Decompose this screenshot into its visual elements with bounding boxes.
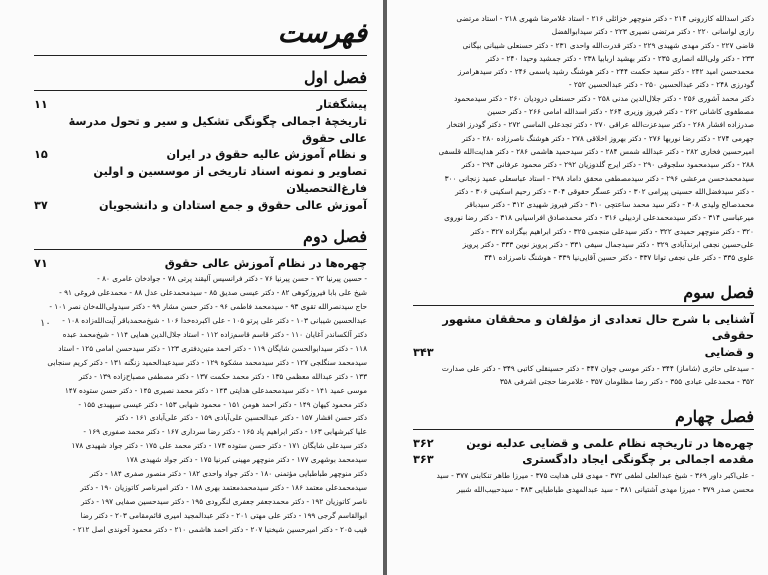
toc-entry: تصاویر و نمونه اسناد تاریخی از موسسین و اولین فارغ‌التحصیلان bbox=[93, 165, 367, 195]
chapter-4-names-list bbox=[413, 469, 754, 496]
name-list-line: میرعباسی ۳۱۴ - دکتر سید‌محمدعلی اردبیلی ۳۱۶ - دکتر محمدصادق افراسیابی ۳۱۸ - دکتر رضا نوروی bbox=[444, 213, 754, 223]
chapter-4-heading: فصل چهارم bbox=[675, 406, 754, 426]
chapter-3-names-list bbox=[413, 362, 754, 389]
chapter-2-names-continued bbox=[413, 12, 754, 265]
name-list-line: دکتر منوچهر طباطبایی مؤتمنی ۱۸۰ - دکتر جواد واحدی ۱۸۲ - دکتر منصور صفری ۱۸۴ - دکتر bbox=[89, 469, 367, 479]
name-list-line: ناصر کاتوزیان ۱۹۲ - دکتر محمدجعفر جعفری لنگرودی ۱۹۵ - دکتر سیدحسین صفایی ۱۹۷ - دکتر bbox=[81, 496, 367, 506]
name-list-line: مصطفوی کاشانی ۲۶۲ - دکتر فیروز وزیری ۲۶۴ - دکتر اسدالله امامی ۲۶۶ - دکتر حسین bbox=[487, 107, 754, 117]
name-list-line: محسن صدر ۳۷۹ - میرزا مهدی آشتیانی ۳۸۱ - سید عبدالمهدی طباطبایی ۳۸۳ - سیدحبیب‌الله شبیر bbox=[456, 484, 754, 494]
toc-entry: پیشگفتار ۱۱ bbox=[34, 98, 367, 111]
name-list-line: قیب ۲۰۵ - دکتر امیرحسین شیخنیا ۲۰۷ - دکتر احمد هاشمی ۲۱۰ - دکتر محمود آخوندی اصل ۲۱۲ - bbox=[72, 524, 367, 534]
toc-entry: آشنایی با شرح حال تعدادی از مؤلفان و محققان مشهور حقوقی bbox=[442, 312, 754, 343]
name-list-line: محمدحسن امید ۲۴۲ - دکتر سعید حکمت ۲۴۴ - دکتر هوشنگ رشید یاسمی ۲۴۶ - دکتر سیدهرامرز bbox=[457, 67, 754, 77]
margin-mark: ۱۰ bbox=[40, 318, 51, 329]
name-list-line: جهرمی ۲۷۴ - دکتر رضا نوربها ۲۷۶ - دکتر بهروز اخلاقی ۲۷۸ - دکتر هوشنگ ناصرزاده ۲۸۰ - دکتر bbox=[461, 133, 754, 143]
name-list-line: علی‌حسین نجفی ابرندآبادی ۳۲۹ - دکتر سیدجمال سیفی ۳۳۱ - دکتر پرویز نوین ۳۳۳ - دکتر پرویز bbox=[462, 240, 754, 250]
name-list-line: دکتر سیدعلی شایگان ۱۷۱ - دکتر حسن ستوده ۱۷۳ - دکتر محمد علی ۱۷۵ - دکتر جواد شهیدی ۱۷۸ bbox=[71, 441, 367, 451]
name-list-line: دکتر محمود کیهان ۱۴۹ - دکتر احمد هومن ۱۵۱ - محمود شهابی ۱۵۳ - دکتر عیسی سپهبدی ۱۵۵ - bbox=[78, 399, 367, 409]
toc-entry: و نظام آموزش عالیه حقوق در ایران ۱۵ bbox=[34, 148, 367, 162]
name-list-line: امیرحسین فخاری ۲۸۲ - دکتر عبدالله شمس ۲۸۴ - دکتر سیدحمید هاشمی ۲۸۶ - دکتر هدایت‌الله قلسفی bbox=[438, 146, 754, 156]
chapter-3-divider bbox=[413, 305, 754, 306]
name-list-line: سیدمحمدعلی معتمد ۱۸۶ - دکتر سیدمحمدمعتمد بهری ۱۸۸ - دکتر امیرناصر کاتوزیان ۱۹۰ - دکتر bbox=[80, 482, 367, 492]
toc-entry: تاریخچهٔ اجمالی چگونگی تشکیل و سیر و تحول مدرسهٔ عالی حقوق bbox=[68, 114, 367, 145]
title-divider bbox=[34, 55, 367, 56]
left-page bbox=[0, 0, 383, 575]
chapter-2-divider bbox=[34, 249, 367, 250]
name-list-line: سیدمحمد بوشهری ۱۷۷ - دکتر منوچهر مهینی کبرنیا ۱۷۵ - دکتر جواد شهیدی ۱۷۸ bbox=[126, 455, 367, 465]
name-list-line: ۲۸۸ - دکتر سیدمحمود سلجوقی ۲۹۰ - دکتر ایرج گلدوزیان ۲۹۲ - دکتر محمود عرفانی ۲۹۴ - دکتر bbox=[461, 160, 754, 170]
name-list-line: دکتر آلکساندر آغایان ۱۱۰ - دکتر قاسم قاسم‌زاده ۱۱۲ - استاد جلال‌الدین همایی ۱۱۴ - شیخ‌محمد عبده bbox=[62, 330, 367, 339]
name-list-line: - حسین پیرنیا ۷۲ - حسن پیرنیا ۷۶ - دکتر فرانسیس آلیقند پرتی ۷۸ - جوادخان عامری ۸۰ - bbox=[97, 274, 367, 284]
name-list-line: عبدالحسین شیبانی ۱۰۳ - دکتر علی پرتو ۱۰۵ - علی اکبرده‌خدا ۱۰۶ - شیخ‌محمدباقر آیت‌الله‌زاده ۱۰۸ - bbox=[62, 316, 367, 326]
chapter-4-divider bbox=[413, 429, 754, 430]
name-list-line: - علی‌اکبر داور ۳۶۹ - شیخ عبدالعلی لطفی ۳۷۲ - مهدی قلی هدایت ۳۷۵ - میرزا طاهر تنکابنی ۳۷۷ - سید bbox=[436, 471, 754, 481]
name-list-line: دکتر محمد آشوری ۲۵۶ - دکتر جلال‌الدین مدنی ۲۵۸ - دکتر حسنعلی درودیان ۲۶۰ - دکتر سیدمحمود bbox=[454, 93, 754, 103]
name-list-line: ۲۳۳ - دکتر ولی‌الله انصاری ۲۳۵ - دکتر بهشید اربابیا ۲۳۸ - دکتر جمشید وحیدا ۲۴۰ - دکتر bbox=[485, 53, 754, 63]
toc-entry: چهره‌ها در تاریخچه نظام علمی و قضایی عدلیه نوین ۳۶۲ bbox=[413, 436, 754, 450]
name-list-line: ابوالقاسم گرجی ۱۹۹ - دکتر علی مهتی ۲۰۱ - دکتر عبدالمجید امیری قائم‌مقامی ۲۰۳ - دکتر رضا bbox=[80, 510, 367, 520]
name-list-line: حاج سیدنصرالله تقوی ۹۳ - سیدمحمد فاطمی ۹۶ - دکتر حسن مشار ۹۹ - دکتر سیدولی‌الله‌خان نصر ۱۰۱ - bbox=[49, 302, 367, 312]
chapter-1-heading: فصل اول bbox=[303, 68, 367, 87]
name-list-line: ۳۲۰ - دکتر منوچهر حمیدی ۳۲۲ - دکتر سیدعلی منجمی ۳۲۵ - دکتر ابراهیم بیگزاده ۳۲۷ - دکتر bbox=[470, 226, 754, 236]
name-list-line: رازی لواسانی ۲۲۰ - دکتر مرتضی نصیری ۲۲۳ - دکتر سیدابوالفضل bbox=[551, 27, 754, 37]
chapter-2-names-list bbox=[34, 272, 367, 536]
name-list-line: علوی ۳۳۵ - دکتر علی نجفی توانا ۳۳۷ - دکتر حسین آقایی‌نیا ۳۳۹ - هوشنگ ناصرزاده ۳۴۱ bbox=[484, 253, 754, 263]
right-page bbox=[387, 0, 768, 575]
name-list-line: قاضی ۲۲۷ - دکتر مهدی شهیدی ۲۲۹ - دکتر قدرت‌الله واحدی ۲۳۱ - دکتر حسنعلی شیبانی بیگانی bbox=[462, 40, 754, 50]
name-list-line: صدرزاده افشار ۲۶۸ - دکتر سیدعزت‌الله عراقی ۲۷۰ - دکتر تجدعلی الماسی ۲۷۲ - دکتر گودرز افتخار bbox=[446, 120, 754, 130]
toc-entry: مقدمه اجمالی بر چگونگی ایجاد دادگستری ۳۶۳ bbox=[413, 453, 754, 467]
name-list-line: سیدمحمد سنگلجی ۱۲۷ - دکتر سیدمحمد مشکوة ۱۲۹ - دکتر سیدعبدالحمید زنگنه ۱۳۱ - دکتر کریم سنجابی bbox=[47, 357, 367, 367]
name-list-line: محمدصالح ولیدی ۳۰۸ - دکتر سید محمد ساعتچی ۳۱۰ - دکتر فیروز شهیدی ۳۱۲ - دکتر سیدباقر bbox=[465, 200, 754, 210]
name-list-line: موسی عمید ۱۴۱ - دکتر سیدمحمدعلی هدایتی ۱۴۳ - دکتر محمد نصیری ۱۴۵ - دکتر حسن ستوده ۱۴۷ bbox=[64, 385, 367, 395]
name-list-line: ۱۱۸ - دکتر سید‌ابوالحسن شایگان ۱۱۹ - دکتر احمد متین‌دفتری ۱۲۳ - دکتر سیدحسن امامی ۱۲۵ - استاد bbox=[58, 343, 367, 353]
toc-entry: چهره‌ها در نظام آموزش عالی حقوق ۷۱ bbox=[34, 256, 367, 270]
name-list-line: دکتر اسدالله کازرونی ۲۱۴ - دکتر منوچهر خزائلی ۲۱۶ - استاد غلامرضا شهری ۲۱۸ - استاد مرتضی bbox=[456, 14, 754, 23]
chapter-1-divider bbox=[34, 90, 367, 91]
name-list-line: ۱۳۳ - دکتر عبدالله معظمی ۱۳۵ - دکتر محمد حکمت ۱۳۷ - دکتر مصطفی مصباح‌زاده ۱۳۹ - دکتر bbox=[78, 371, 367, 381]
name-list-line: گودرزی ۲۴۸ - دکتر عبدالحسین ۲۵۰ - دکتر عبدالحسین ۲۵۲ - bbox=[568, 80, 754, 90]
name-list-line: - سیدعلی حائری (شاماز) ۳۴۴ - دکتر موسی جوان ۳۴۷ - دکتر حسینقلی کاتبی ۳۴۹ - دکتر علی صدارت bbox=[441, 364, 754, 374]
name-list-line: - دکتر سیدفضل‌الله حسینی پیرامی ۳۰۲ - دکتر عسگر حقوقی ۳۰۴ - دکتر رحیم اسکینی ۳۰۶ - دکتر bbox=[455, 186, 754, 196]
chapter-3-heading: فصل سوم bbox=[683, 282, 754, 302]
page-title: فهرست bbox=[277, 18, 367, 49]
name-list-line: شیخ علی بابا فیروزکوهی ۸۲ - دکتر عیسی صدیق ۸۵ - سیدمحمدعلی عدل ۸۸ - محمدعلی فروغی ۹۱ - bbox=[59, 288, 367, 298]
name-list-line: سیدمحمدحسن مرعشی ۲۹۶ - دکتر سیدمصطفی محقق داماد ۲۹۸ - استاد عباسعلی عمید زنجانی ۳۰۰ bbox=[444, 173, 754, 183]
name-list-line: دکتر حسن افشار ۱۵۷ - دکتر عبدالحسین علی‌آبادی ۱۵۹ - دکتر علی‌آبادی ۱۶۱ - دکتر bbox=[115, 413, 367, 423]
toc-entry: و قضایی ۳۴۳ bbox=[413, 346, 754, 360]
toc-entry: آموزش عالی حقوق و جمع استادان و دانشجویان ۳۷ bbox=[34, 198, 367, 212]
chapter-2-heading: فصل دوم bbox=[303, 226, 367, 246]
name-list-line: ۳۵۲ - محمدعلی عبادی ۳۵۵ - دکتر رضا مظلومان ۳۵۷ - غلامرضا حجتی اشرفی ۳۵۸ bbox=[499, 377, 754, 387]
name-list-line: علیا کبرشهابی ۱۶۳ - دکتر ابراهیم پاد ۱۶۵ - دکتر رضا سرداری ۱۶۷ - دکتر محمد صفوری ۱۶۹ - bbox=[83, 427, 367, 437]
